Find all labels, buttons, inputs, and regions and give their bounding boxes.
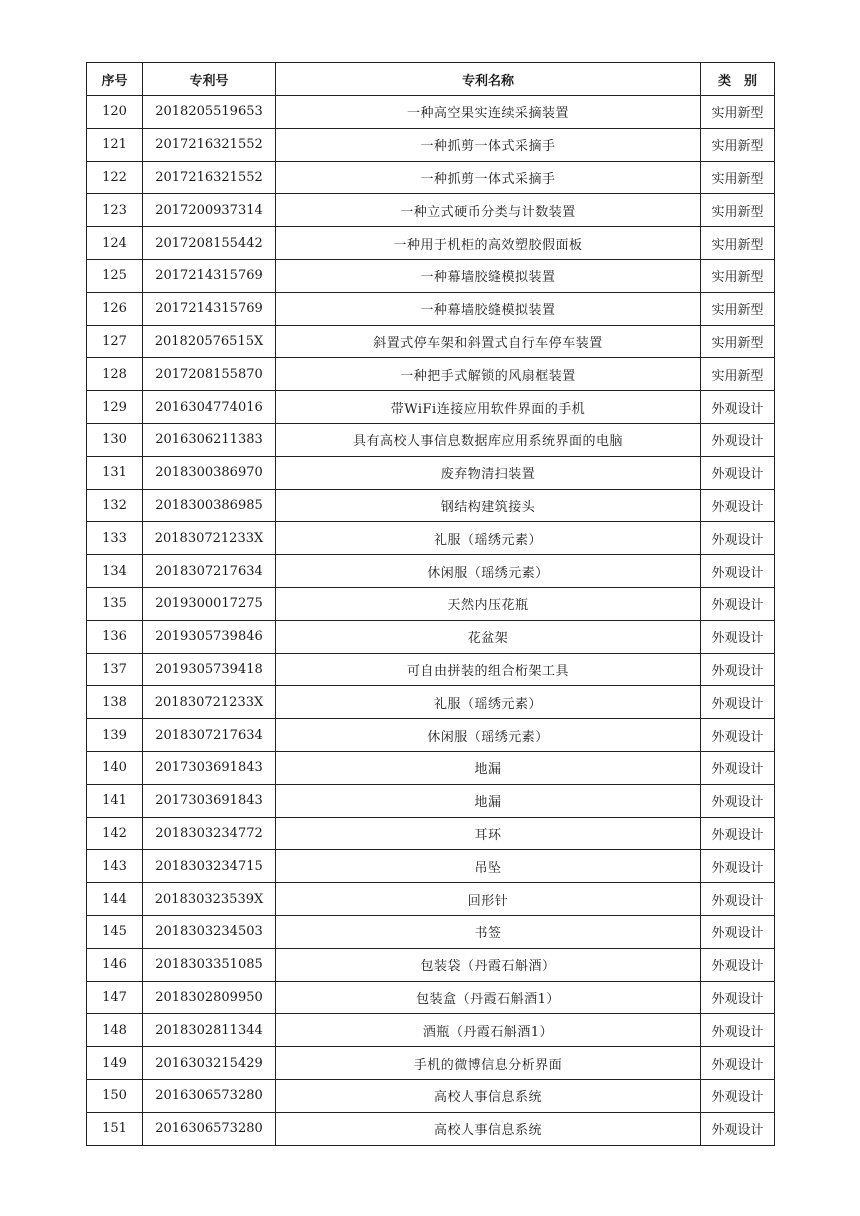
cell-patent-name: 高校人事信息系统 xyxy=(276,1079,701,1112)
cell-no: 122 xyxy=(87,161,143,194)
cell-patent-no: 2018300386970 xyxy=(143,456,276,489)
cell-category: 外观设计 xyxy=(701,784,775,817)
cell-patent-no: 2017303691843 xyxy=(143,751,276,784)
cell-no: 128 xyxy=(87,358,143,391)
cell-no: 150 xyxy=(87,1079,143,1112)
cell-no: 134 xyxy=(87,555,143,588)
table-row xyxy=(87,391,775,424)
cell-patent-name: 休闲服（瑶绣元素） xyxy=(276,719,701,752)
cell-no: 147 xyxy=(87,981,143,1014)
patent-table xyxy=(86,62,775,1146)
cell-patent-name: 废弃物清扫装置 xyxy=(276,456,701,489)
table-row xyxy=(87,96,775,129)
cell-patent-name: 回形针 xyxy=(276,883,701,916)
cell-patent-no: 201830721233X xyxy=(143,686,276,719)
cell-no: 144 xyxy=(87,883,143,916)
cell-patent-no: 2019305739418 xyxy=(143,653,276,686)
table-row xyxy=(87,128,775,161)
table-row xyxy=(87,259,775,292)
table-row xyxy=(87,620,775,653)
table-row xyxy=(87,883,775,916)
cell-patent-no: 2018303234715 xyxy=(143,850,276,883)
cell-category: 实用新型 xyxy=(701,259,775,292)
cell-patent-name: 一种用于机柜的高效塑胶假面板 xyxy=(276,227,701,260)
cell-no: 126 xyxy=(87,292,143,325)
cell-patent-name: 一种抓剪一体式采摘手 xyxy=(276,128,701,161)
cell-category: 外观设计 xyxy=(701,686,775,719)
cell-patent-name: 钢结构建筑接头 xyxy=(276,489,701,522)
cell-patent-no: 2016303215429 xyxy=(143,1047,276,1080)
table-row xyxy=(87,194,775,227)
table-row xyxy=(87,653,775,686)
table-row xyxy=(87,1014,775,1047)
cell-patent-name: 包装袋（丹霞石斛酒） xyxy=(276,948,701,981)
cell-patent-no: 2016306573280 xyxy=(143,1079,276,1112)
table-row xyxy=(87,981,775,1014)
table-row xyxy=(87,686,775,719)
cell-category: 外观设计 xyxy=(701,850,775,883)
cell-no: 139 xyxy=(87,719,143,752)
cell-no: 129 xyxy=(87,391,143,424)
header-row xyxy=(87,63,775,96)
cell-category: 实用新型 xyxy=(701,292,775,325)
cell-category: 外观设计 xyxy=(701,948,775,981)
cell-patent-no: 2018302811344 xyxy=(143,1014,276,1047)
cell-patent-no: 201830721233X xyxy=(143,522,276,555)
cell-category: 外观设计 xyxy=(701,915,775,948)
cell-category: 外观设计 xyxy=(701,653,775,686)
table-row xyxy=(87,522,775,555)
cell-patent-name: 耳环 xyxy=(276,817,701,850)
cell-no: 123 xyxy=(87,194,143,227)
cell-patent-name: 酒瓶（丹霞石斛酒1） xyxy=(276,1014,701,1047)
cell-no: 124 xyxy=(87,227,143,260)
cell-patent-no: 2017208155870 xyxy=(143,358,276,391)
cell-no: 138 xyxy=(87,686,143,719)
cell-category: 外观设计 xyxy=(701,489,775,522)
table-row xyxy=(87,1047,775,1080)
header-patent-no: 专利号 xyxy=(143,63,276,96)
cell-patent-no: 2017214315769 xyxy=(143,292,276,325)
cell-patent-no: 2017303691843 xyxy=(143,784,276,817)
cell-patent-name: 一种抓剪一体式采摘手 xyxy=(276,161,701,194)
table-row xyxy=(87,784,775,817)
cell-patent-name: 天然内压花瓶 xyxy=(276,587,701,620)
table-body xyxy=(87,96,775,1146)
cell-patent-name: 礼服（瑶绣元素） xyxy=(276,686,701,719)
cell-no: 131 xyxy=(87,456,143,489)
table-row xyxy=(87,227,775,260)
table-row xyxy=(87,555,775,588)
cell-category: 外观设计 xyxy=(701,719,775,752)
cell-patent-no: 2018303234772 xyxy=(143,817,276,850)
cell-patent-no: 2017216321552 xyxy=(143,128,276,161)
table-row xyxy=(87,751,775,784)
table-row xyxy=(87,489,775,522)
cell-no: 121 xyxy=(87,128,143,161)
header-no: 序号 xyxy=(87,63,143,96)
cell-patent-no: 2018303351085 xyxy=(143,948,276,981)
cell-patent-name: 可自由拼装的组合桁架工具 xyxy=(276,653,701,686)
cell-no: 146 xyxy=(87,948,143,981)
cell-no: 120 xyxy=(87,96,143,129)
cell-no: 137 xyxy=(87,653,143,686)
table-row xyxy=(87,948,775,981)
cell-patent-name: 礼服（瑶绣元素） xyxy=(276,522,701,555)
cell-patent-name: 休闲服（瑶绣元素） xyxy=(276,555,701,588)
cell-patent-name: 地漏 xyxy=(276,751,701,784)
cell-patent-name: 斜置式停车架和斜置式自行车停车装置 xyxy=(276,325,701,358)
cell-category: 外观设计 xyxy=(701,423,775,456)
cell-category: 外观设计 xyxy=(701,1047,775,1080)
cell-patent-name: 高校人事信息系统 xyxy=(276,1112,701,1145)
cell-category: 实用新型 xyxy=(701,161,775,194)
table-row xyxy=(87,1112,775,1145)
cell-patent-no: 2016306573280 xyxy=(143,1112,276,1145)
table-row xyxy=(87,915,775,948)
table-row xyxy=(87,850,775,883)
cell-category: 实用新型 xyxy=(701,96,775,129)
cell-category: 外观设计 xyxy=(701,1014,775,1047)
cell-patent-name: 地漏 xyxy=(276,784,701,817)
table-row xyxy=(87,719,775,752)
cell-no: 132 xyxy=(87,489,143,522)
cell-category: 外观设计 xyxy=(701,1079,775,1112)
cell-category: 实用新型 xyxy=(701,358,775,391)
cell-patent-no: 2018307217634 xyxy=(143,719,276,752)
cell-no: 130 xyxy=(87,423,143,456)
cell-category: 外观设计 xyxy=(701,522,775,555)
cell-no: 151 xyxy=(87,1112,143,1145)
table-header xyxy=(87,63,775,96)
cell-patent-no: 2019300017275 xyxy=(143,587,276,620)
cell-patent-no: 2018302809950 xyxy=(143,981,276,1014)
cell-patent-name: 一种高空果实连续采摘装置 xyxy=(276,96,701,129)
cell-patent-no: 2017216321552 xyxy=(143,161,276,194)
cell-patent-no: 2019305739846 xyxy=(143,620,276,653)
cell-category: 外观设计 xyxy=(701,883,775,916)
cell-category: 外观设计 xyxy=(701,817,775,850)
header-patent-name: 专利名称 xyxy=(276,63,701,96)
cell-no: 133 xyxy=(87,522,143,555)
cell-patent-no: 2017214315769 xyxy=(143,259,276,292)
cell-category: 外观设计 xyxy=(701,391,775,424)
cell-patent-name: 吊坠 xyxy=(276,850,701,883)
table-row xyxy=(87,587,775,620)
cell-no: 135 xyxy=(87,587,143,620)
cell-no: 141 xyxy=(87,784,143,817)
cell-category: 外观设计 xyxy=(701,587,775,620)
cell-patent-name: 一种把手式解锁的风扇框装置 xyxy=(276,358,701,391)
cell-no: 142 xyxy=(87,817,143,850)
table-row xyxy=(87,423,775,456)
cell-patent-no: 201820576515X xyxy=(143,325,276,358)
table-row xyxy=(87,161,775,194)
cell-no: 127 xyxy=(87,325,143,358)
cell-category: 实用新型 xyxy=(701,128,775,161)
cell-category: 外观设计 xyxy=(701,1112,775,1145)
cell-patent-name: 书签 xyxy=(276,915,701,948)
header-category: 类 别 xyxy=(701,63,775,96)
cell-patent-name: 一种立式硬币分类与计数装置 xyxy=(276,194,701,227)
cell-no: 145 xyxy=(87,915,143,948)
table-row xyxy=(87,1079,775,1112)
cell-category: 实用新型 xyxy=(701,227,775,260)
cell-patent-name: 一种幕墙胶缝模拟装置 xyxy=(276,259,701,292)
cell-category: 实用新型 xyxy=(701,325,775,358)
cell-patent-name: 花盆架 xyxy=(276,620,701,653)
table-row xyxy=(87,358,775,391)
cell-category: 外观设计 xyxy=(701,620,775,653)
cell-patent-no: 2018307217634 xyxy=(143,555,276,588)
cell-patent-no: 2016304774016 xyxy=(143,391,276,424)
cell-no: 149 xyxy=(87,1047,143,1080)
cell-no: 140 xyxy=(87,751,143,784)
cell-patent-no: 2017208155442 xyxy=(143,227,276,260)
cell-patent-name: 包装盒（丹霞石斛酒1） xyxy=(276,981,701,1014)
table-row xyxy=(87,817,775,850)
table-row xyxy=(87,456,775,489)
cell-no: 148 xyxy=(87,1014,143,1047)
cell-no: 136 xyxy=(87,620,143,653)
cell-no: 143 xyxy=(87,850,143,883)
table-row xyxy=(87,292,775,325)
cell-category: 实用新型 xyxy=(701,194,775,227)
cell-patent-no: 201830323539X xyxy=(143,883,276,916)
cell-patent-no: 2017200937314 xyxy=(143,194,276,227)
cell-patent-name: 带WiFi连接应用软件界面的手机 xyxy=(276,391,701,424)
cell-patent-name: 手机的微博信息分析界面 xyxy=(276,1047,701,1080)
cell-category: 外观设计 xyxy=(701,981,775,1014)
cell-patent-no: 2018303234503 xyxy=(143,915,276,948)
cell-patent-no: 2018205519653 xyxy=(143,96,276,129)
cell-category: 外观设计 xyxy=(701,456,775,489)
cell-patent-no: 2018300386985 xyxy=(143,489,276,522)
cell-category: 外观设计 xyxy=(701,751,775,784)
cell-patent-name: 一种幕墙胶缝模拟装置 xyxy=(276,292,701,325)
table-row xyxy=(87,325,775,358)
cell-no: 125 xyxy=(87,259,143,292)
cell-patent-name: 具有高校人事信息数据库应用系统界面的电脑 xyxy=(276,423,701,456)
cell-patent-no: 2016306211383 xyxy=(143,423,276,456)
cell-category: 外观设计 xyxy=(701,555,775,588)
